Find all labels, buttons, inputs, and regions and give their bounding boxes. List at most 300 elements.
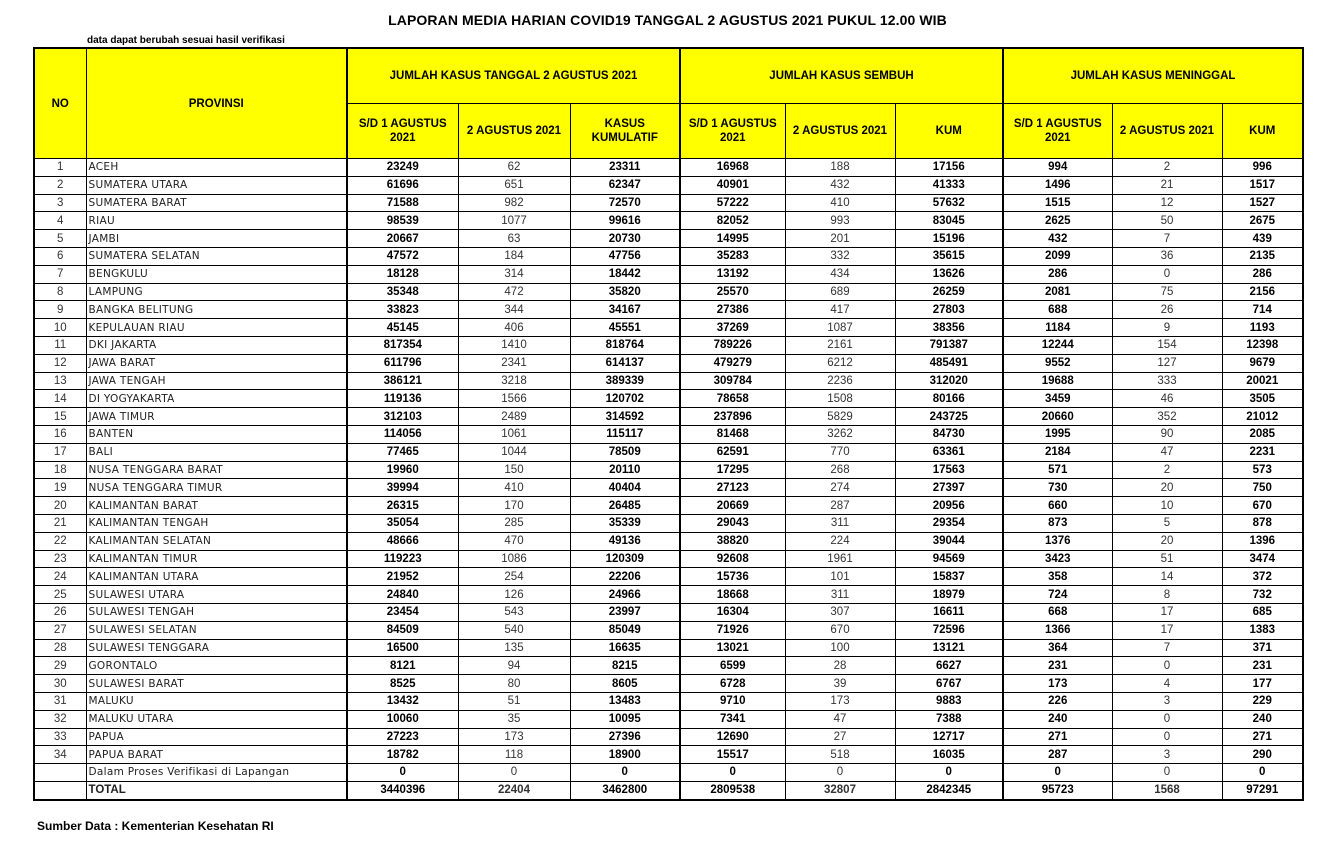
header-sembuh-sd: S/D 1 AGUSTUS 2021 <box>680 104 785 159</box>
cell-kasus-kumulatif: 47756 <box>570 247 680 265</box>
cell-provinsi: SULAWESI BARAT <box>86 675 347 693</box>
header-no: NO <box>34 48 86 159</box>
cell-sembuh-hari-ini: 201 <box>785 230 895 248</box>
cell-no: 32 <box>34 710 86 728</box>
cell-no: 16 <box>34 425 86 443</box>
cell-kasus-kumulatif: 314592 <box>570 408 680 426</box>
cell-no: 11 <box>34 336 86 354</box>
cell-meninggal-sd: 173 <box>1003 675 1112 693</box>
cell-kasus-kumulatif: 8605 <box>570 675 680 693</box>
cell-sembuh-sd: 25570 <box>680 283 785 301</box>
header-sembuh-hari-ini: 2 AGUSTUS 2021 <box>785 104 895 159</box>
cell-kasus-hari-ini: 0 <box>458 764 570 782</box>
cell-kasus-kumulatif: 18900 <box>570 746 680 764</box>
cell-no: 12 <box>34 354 86 372</box>
cell-meninggal-hari-ini: 0 <box>1112 265 1222 283</box>
table-row <box>34 603 1303 621</box>
cell-sembuh-kum: 485491 <box>895 354 1003 372</box>
cell-no: 6 <box>34 247 86 265</box>
table-row <box>34 621 1303 639</box>
cell-meninggal-hari-ini: 20 <box>1112 532 1222 550</box>
cell-meninggal-hari-ini: 0 <box>1112 728 1222 746</box>
cell-kasus-sd: 23454 <box>347 603 458 621</box>
cell-kasus-sd: 20667 <box>347 230 458 248</box>
cell-sembuh-hari-ini: 417 <box>785 301 895 319</box>
cell-meninggal-kum: 290 <box>1222 746 1303 764</box>
cell-kasus-hari-ini: 470 <box>458 532 570 550</box>
cell-provinsi: PAPUA BARAT <box>86 746 347 764</box>
cell-meninggal-hari-ini: 333 <box>1112 372 1222 390</box>
cell-kasus-sd: 0 <box>347 764 458 782</box>
cell-sembuh-hari-ini: 689 <box>785 283 895 301</box>
cell-meninggal-sd: 1995 <box>1003 425 1112 443</box>
cell-sembuh-hari-ini: 100 <box>785 639 895 657</box>
table-row <box>34 212 1303 230</box>
cell-kasus-kumulatif: 22206 <box>570 568 680 586</box>
cell-meninggal-kum: 439 <box>1222 230 1303 248</box>
cell-no: 33 <box>34 728 86 746</box>
cell-sembuh-hari-ini: 770 <box>785 443 895 461</box>
cell-provinsi: SULAWESI TENGAH <box>86 603 347 621</box>
cell-sembuh-kum: 84730 <box>895 425 1003 443</box>
cell-meninggal-sd: 668 <box>1003 603 1112 621</box>
table-row <box>34 568 1303 586</box>
table-row <box>34 479 1303 497</box>
cell-provinsi: MALUKU UTARA <box>86 710 347 728</box>
cell-sembuh-kum: 27397 <box>895 479 1003 497</box>
cell-provinsi: NUSA TENGGARA TIMUR <box>86 479 347 497</box>
cell-kasus-kumulatif: 818764 <box>570 336 680 354</box>
table-row <box>34 336 1303 354</box>
cell-meninggal-kum: 3505 <box>1222 390 1303 408</box>
cell-provinsi: JAWA BARAT <box>86 354 347 372</box>
cell-sembuh-hari-ini: 0 <box>785 764 895 782</box>
cell-sembuh-sd: 81468 <box>680 425 785 443</box>
cell-meninggal-sd: 1515 <box>1003 194 1112 212</box>
cell-meninggal-kum: 1383 <box>1222 621 1303 639</box>
cell-sembuh-kum: 16611 <box>895 603 1003 621</box>
cell-meninggal-sd: 688 <box>1003 301 1112 319</box>
cell-meninggal-hari-ini: 9 <box>1112 319 1222 337</box>
table-row <box>34 159 1303 177</box>
cell-kasus-kumulatif: 40404 <box>570 479 680 497</box>
cell-kasus-sd: 18782 <box>347 746 458 764</box>
cell-provinsi: MALUKU <box>86 692 347 710</box>
cell-meninggal-sd: 2184 <box>1003 443 1112 461</box>
cell-kasus-hari-ini: 1044 <box>458 443 570 461</box>
cell-meninggal-hari-ini: 17 <box>1112 603 1222 621</box>
cell-kasus-sd: 23249 <box>347 159 458 177</box>
cell-meninggal-kum: 573 <box>1222 461 1303 479</box>
cell-sembuh-sd: 37269 <box>680 319 785 337</box>
total-row <box>34 781 1303 799</box>
table-row <box>34 675 1303 693</box>
cell-sembuh-hari-ini: 410 <box>785 194 895 212</box>
cell-provinsi: TOTAL <box>86 781 347 799</box>
cell-kasus-hari-ini: 344 <box>458 301 570 319</box>
cell-meninggal-hari-ini: 3 <box>1112 692 1222 710</box>
cell-kasus-kumulatif: 45551 <box>570 319 680 337</box>
cell-sembuh-sd: 14995 <box>680 230 785 248</box>
cell-sembuh-sd: 309784 <box>680 372 785 390</box>
cell-meninggal-kum: 2085 <box>1222 425 1303 443</box>
cell-meninggal-kum: 177 <box>1222 675 1303 693</box>
cell-sembuh-sd: 78658 <box>680 390 785 408</box>
cell-sembuh-hari-ini: 993 <box>785 212 895 230</box>
cell-sembuh-hari-ini: 39 <box>785 675 895 693</box>
cell-meninggal-sd: 1376 <box>1003 532 1112 550</box>
cell-kasus-hari-ini: 410 <box>458 479 570 497</box>
cell-provinsi: KALIMANTAN SELATAN <box>86 532 347 550</box>
cell-no: 20 <box>34 497 86 515</box>
cell-kasus-kumulatif: 389339 <box>570 372 680 390</box>
cell-meninggal-sd: 12244 <box>1003 336 1112 354</box>
cell-no <box>34 781 86 799</box>
cell-kasus-kumulatif: 120702 <box>570 390 680 408</box>
cell-meninggal-kum: 714 <box>1222 301 1303 319</box>
cell-kasus-sd: 77465 <box>347 443 458 461</box>
cell-no: 27 <box>34 621 86 639</box>
cell-sembuh-sd: 15736 <box>680 568 785 586</box>
cell-no: 26 <box>34 603 86 621</box>
cell-no <box>34 764 86 782</box>
cell-sembuh-kum: 2842345 <box>895 781 1003 799</box>
cell-meninggal-hari-ini: 7 <box>1112 639 1222 657</box>
cell-kasus-kumulatif: 120309 <box>570 550 680 568</box>
cell-kasus-kumulatif: 20730 <box>570 230 680 248</box>
cell-meninggal-hari-ini: 7 <box>1112 230 1222 248</box>
cell-sembuh-kum: 791387 <box>895 336 1003 354</box>
cell-no: 21 <box>34 514 86 532</box>
cell-kasus-kumulatif: 3462800 <box>570 781 680 799</box>
cell-sembuh-sd: 479279 <box>680 354 785 372</box>
cell-kasus-kumulatif: 27396 <box>570 728 680 746</box>
cell-meninggal-hari-ini: 75 <box>1112 283 1222 301</box>
cell-sembuh-kum: 243725 <box>895 408 1003 426</box>
cell-provinsi: BALI <box>86 443 347 461</box>
cell-sembuh-hari-ini: 432 <box>785 176 895 194</box>
cell-no: 24 <box>34 568 86 586</box>
cell-sembuh-kum: 39044 <box>895 532 1003 550</box>
cell-kasus-sd: 45145 <box>347 319 458 337</box>
cell-kasus-sd: 114056 <box>347 425 458 443</box>
cell-sembuh-hari-ini: 32807 <box>785 781 895 799</box>
cell-sembuh-kum: 80166 <box>895 390 1003 408</box>
cell-kasus-sd: 8525 <box>347 675 458 693</box>
cell-meninggal-sd: 286 <box>1003 265 1112 283</box>
cell-meninggal-sd: 364 <box>1003 639 1112 657</box>
cell-sembuh-hari-ini: 101 <box>785 568 895 586</box>
cell-kasus-kumulatif: 35339 <box>570 514 680 532</box>
cell-kasus-sd: 611796 <box>347 354 458 372</box>
cell-meninggal-kum: 670 <box>1222 497 1303 515</box>
cell-meninggal-hari-ini: 46 <box>1112 390 1222 408</box>
cell-provinsi: NUSA TENGGARA BARAT <box>86 461 347 479</box>
cell-kasus-hari-ini: 982 <box>458 194 570 212</box>
cell-sembuh-kum: 57632 <box>895 194 1003 212</box>
cell-sembuh-kum: 0 <box>895 764 1003 782</box>
cell-kasus-hari-ini: 118 <box>458 746 570 764</box>
cell-sembuh-kum: 63361 <box>895 443 1003 461</box>
cell-sembuh-kum: 15196 <box>895 230 1003 248</box>
cell-meninggal-sd: 432 <box>1003 230 1112 248</box>
cell-meninggal-kum: 750 <box>1222 479 1303 497</box>
cell-meninggal-kum: 0 <box>1222 764 1303 782</box>
cell-meninggal-sd: 2081 <box>1003 283 1112 301</box>
cell-meninggal-sd: 873 <box>1003 514 1112 532</box>
table-row <box>34 425 1303 443</box>
cell-kasus-hari-ini: 314 <box>458 265 570 283</box>
cell-meninggal-sd: 231 <box>1003 657 1112 675</box>
cell-no: 5 <box>34 230 86 248</box>
cell-kasus-kumulatif: 13483 <box>570 692 680 710</box>
cell-provinsi: SUMATERA BARAT <box>86 194 347 212</box>
cell-meninggal-hari-ini: 352 <box>1112 408 1222 426</box>
cell-meninggal-kum: 371 <box>1222 639 1303 657</box>
cell-provinsi: BENGKULU <box>86 265 347 283</box>
cell-meninggal-kum: 9679 <box>1222 354 1303 372</box>
table-row <box>34 354 1303 372</box>
cell-meninggal-hari-ini: 2 <box>1112 159 1222 177</box>
table-row <box>34 532 1303 550</box>
cell-sembuh-kum: 13626 <box>895 265 1003 283</box>
cell-meninggal-sd: 660 <box>1003 497 1112 515</box>
cell-meninggal-hari-ini: 0 <box>1112 657 1222 675</box>
cell-no: 2 <box>34 176 86 194</box>
cell-meninggal-hari-ini: 51 <box>1112 550 1222 568</box>
cell-sembuh-sd: 237896 <box>680 408 785 426</box>
table-body <box>34 159 1303 800</box>
cell-kasus-hari-ini: 543 <box>458 603 570 621</box>
cell-kasus-hari-ini: 472 <box>458 283 570 301</box>
cell-kasus-hari-ini: 540 <box>458 621 570 639</box>
cell-sembuh-kum: 17156 <box>895 159 1003 177</box>
cell-sembuh-hari-ini: 5829 <box>785 408 895 426</box>
table-row <box>34 710 1303 728</box>
cell-sembuh-sd: 38820 <box>680 532 785 550</box>
cell-kasus-kumulatif: 78509 <box>570 443 680 461</box>
cell-no: 25 <box>34 586 86 604</box>
cell-sembuh-hari-ini: 1508 <box>785 390 895 408</box>
cell-meninggal-hari-ini: 8 <box>1112 586 1222 604</box>
cell-sembuh-hari-ini: 2161 <box>785 336 895 354</box>
cell-kasus-kumulatif: 10095 <box>570 710 680 728</box>
cell-kasus-kumulatif: 24966 <box>570 586 680 604</box>
table-row <box>34 461 1303 479</box>
cell-kasus-hari-ini: 3218 <box>458 372 570 390</box>
header-group-sembuh: JUMLAH KASUS SEMBUH <box>680 48 1003 104</box>
cell-kasus-hari-ini: 135 <box>458 639 570 657</box>
cell-meninggal-sd: 3423 <box>1003 550 1112 568</box>
table-row <box>34 176 1303 194</box>
cell-kasus-sd: 386121 <box>347 372 458 390</box>
cell-meninggal-sd: 271 <box>1003 728 1112 746</box>
cell-provinsi: LAMPUNG <box>86 283 347 301</box>
cell-sembuh-sd: 35283 <box>680 247 785 265</box>
table-row <box>34 247 1303 265</box>
cell-provinsi: KALIMANTAN UTARA <box>86 568 347 586</box>
cell-sembuh-kum: 17563 <box>895 461 1003 479</box>
cell-meninggal-sd: 2099 <box>1003 247 1112 265</box>
cell-kasus-kumulatif: 85049 <box>570 621 680 639</box>
cell-provinsi: JAMBI <box>86 230 347 248</box>
cell-sembuh-sd: 17295 <box>680 461 785 479</box>
cell-provinsi: KALIMANTAN TIMUR <box>86 550 347 568</box>
cell-provinsi: KALIMANTAN TENGAH <box>86 514 347 532</box>
cell-no: 9 <box>34 301 86 319</box>
cell-kasus-sd: 35054 <box>347 514 458 532</box>
cell-sembuh-kum: 12717 <box>895 728 1003 746</box>
cell-provinsi: JAWA TENGAH <box>86 372 347 390</box>
header-meninggal-sd: S/D 1 AGUSTUS 2021 <box>1003 104 1112 159</box>
cell-sembuh-hari-ini: 434 <box>785 265 895 283</box>
cell-kasus-hari-ini: 35 <box>458 710 570 728</box>
cell-meninggal-kum: 21012 <box>1222 408 1303 426</box>
cell-sembuh-sd: 16968 <box>680 159 785 177</box>
cell-meninggal-kum: 2675 <box>1222 212 1303 230</box>
cell-kasus-sd: 24840 <box>347 586 458 604</box>
cell-meninggal-sd: 1366 <box>1003 621 1112 639</box>
cell-sembuh-kum: 27803 <box>895 301 1003 319</box>
cell-meninggal-sd: 358 <box>1003 568 1112 586</box>
cell-kasus-sd: 35348 <box>347 283 458 301</box>
cell-kasus-kumulatif: 34167 <box>570 301 680 319</box>
table-row <box>34 639 1303 657</box>
cell-meninggal-hari-ini: 3 <box>1112 746 1222 764</box>
cell-kasus-sd: 13432 <box>347 692 458 710</box>
cell-meninggal-kum: 1193 <box>1222 319 1303 337</box>
cell-meninggal-hari-ini: 4 <box>1112 675 1222 693</box>
cell-kasus-hari-ini: 2489 <box>458 408 570 426</box>
cell-meninggal-kum: 12398 <box>1222 336 1303 354</box>
cell-provinsi: BANGKA BELITUNG <box>86 301 347 319</box>
cell-sembuh-kum: 29354 <box>895 514 1003 532</box>
cell-kasus-kumulatif: 99616 <box>570 212 680 230</box>
cell-sembuh-hari-ini: 47 <box>785 710 895 728</box>
table-row <box>34 265 1303 283</box>
cell-kasus-kumulatif: 26485 <box>570 497 680 515</box>
cell-meninggal-hari-ini: 10 <box>1112 497 1222 515</box>
table-row <box>34 497 1303 515</box>
cell-no: 28 <box>34 639 86 657</box>
cell-meninggal-hari-ini: 36 <box>1112 247 1222 265</box>
cell-meninggal-sd: 724 <box>1003 586 1112 604</box>
header-sembuh-kum: KUM <box>895 104 1003 159</box>
cell-kasus-kumulatif: 18442 <box>570 265 680 283</box>
cell-kasus-kumulatif: 35820 <box>570 283 680 301</box>
cell-meninggal-hari-ini: 21 <box>1112 176 1222 194</box>
cell-provinsi: SULAWESI SELATAN <box>86 621 347 639</box>
cell-kasus-hari-ini: 254 <box>458 568 570 586</box>
cell-meninggal-hari-ini: 12 <box>1112 194 1222 212</box>
cell-sembuh-kum: 35615 <box>895 247 1003 265</box>
cell-sembuh-kum: 94569 <box>895 550 1003 568</box>
table-row <box>34 408 1303 426</box>
cell-sembuh-sd: 0 <box>680 764 785 782</box>
cell-kasus-kumulatif: 23311 <box>570 159 680 177</box>
cell-sembuh-hari-ini: 1087 <box>785 319 895 337</box>
cell-meninggal-kum: 1517 <box>1222 176 1303 194</box>
cell-kasus-sd: 98539 <box>347 212 458 230</box>
cell-sembuh-sd: 27123 <box>680 479 785 497</box>
cell-meninggal-hari-ini: 47 <box>1112 443 1222 461</box>
cell-sembuh-sd: 6728 <box>680 675 785 693</box>
cell-sembuh-hari-ini: 311 <box>785 586 895 604</box>
cell-no: 3 <box>34 194 86 212</box>
cell-sembuh-hari-ini: 224 <box>785 532 895 550</box>
cell-meninggal-kum: 996 <box>1222 159 1303 177</box>
cell-sembuh-hari-ini: 3262 <box>785 425 895 443</box>
cell-kasus-hari-ini: 1566 <box>458 390 570 408</box>
table-row <box>34 443 1303 461</box>
cell-meninggal-kum: 1396 <box>1222 532 1303 550</box>
cell-no: 1 <box>34 159 86 177</box>
cell-kasus-kumulatif: 16635 <box>570 639 680 657</box>
cell-meninggal-hari-ini: 1568 <box>1112 781 1222 799</box>
cell-meninggal-sd: 730 <box>1003 479 1112 497</box>
cell-provinsi: BANTEN <box>86 425 347 443</box>
header-meninggal-hari-ini: 2 AGUSTUS 2021 <box>1112 104 1222 159</box>
cell-meninggal-sd: 1184 <box>1003 319 1112 337</box>
cell-sembuh-sd: 9710 <box>680 692 785 710</box>
cell-meninggal-kum: 2156 <box>1222 283 1303 301</box>
cell-sembuh-hari-ini: 27 <box>785 728 895 746</box>
cell-sembuh-sd: 789226 <box>680 336 785 354</box>
cell-kasus-sd: 27223 <box>347 728 458 746</box>
cell-sembuh-kum: 18979 <box>895 586 1003 604</box>
cell-meninggal-kum: 685 <box>1222 603 1303 621</box>
cell-no: 7 <box>34 265 86 283</box>
table-row <box>34 550 1303 568</box>
cell-meninggal-sd: 226 <box>1003 692 1112 710</box>
cell-kasus-kumulatif: 8215 <box>570 657 680 675</box>
cell-kasus-sd: 47572 <box>347 247 458 265</box>
cell-kasus-sd: 84509 <box>347 621 458 639</box>
cell-meninggal-hari-ini: 50 <box>1112 212 1222 230</box>
cell-kasus-sd: 119223 <box>347 550 458 568</box>
cell-sembuh-hari-ini: 188 <box>785 159 895 177</box>
cell-meninggal-kum: 20021 <box>1222 372 1303 390</box>
cell-no: 31 <box>34 692 86 710</box>
cell-sembuh-hari-ini: 268 <box>785 461 895 479</box>
cell-no: 29 <box>34 657 86 675</box>
cell-kasus-kumulatif: 49136 <box>570 532 680 550</box>
cell-sembuh-kum: 16035 <box>895 746 1003 764</box>
cell-sembuh-kum: 15837 <box>895 568 1003 586</box>
cell-meninggal-kum: 3474 <box>1222 550 1303 568</box>
cell-sembuh-kum: 6767 <box>895 675 1003 693</box>
cell-no: 14 <box>34 390 86 408</box>
cell-kasus-hari-ini: 80 <box>458 675 570 693</box>
cell-sembuh-kum: 41333 <box>895 176 1003 194</box>
header-kasus-sd: S/D 1 AGUSTUS 2021 <box>347 104 458 159</box>
header-provinsi: PROVINSI <box>86 48 347 159</box>
header-meninggal-kum: KUM <box>1222 104 1303 159</box>
cell-meninggal-sd: 2625 <box>1003 212 1112 230</box>
table-row <box>34 301 1303 319</box>
cell-kasus-hari-ini: 1077 <box>458 212 570 230</box>
cell-meninggal-hari-ini: 20 <box>1112 479 1222 497</box>
cell-provinsi: GORONTALO <box>86 657 347 675</box>
header-kasus-hari-ini: 2 AGUSTUS 2021 <box>458 104 570 159</box>
cell-kasus-hari-ini: 184 <box>458 247 570 265</box>
cell-kasus-sd: 10060 <box>347 710 458 728</box>
cell-kasus-sd: 48666 <box>347 532 458 550</box>
cell-kasus-hari-ini: 62 <box>458 159 570 177</box>
cell-kasus-kumulatif: 0 <box>570 764 680 782</box>
cell-meninggal-kum: 878 <box>1222 514 1303 532</box>
cell-meninggal-hari-ini: 17 <box>1112 621 1222 639</box>
